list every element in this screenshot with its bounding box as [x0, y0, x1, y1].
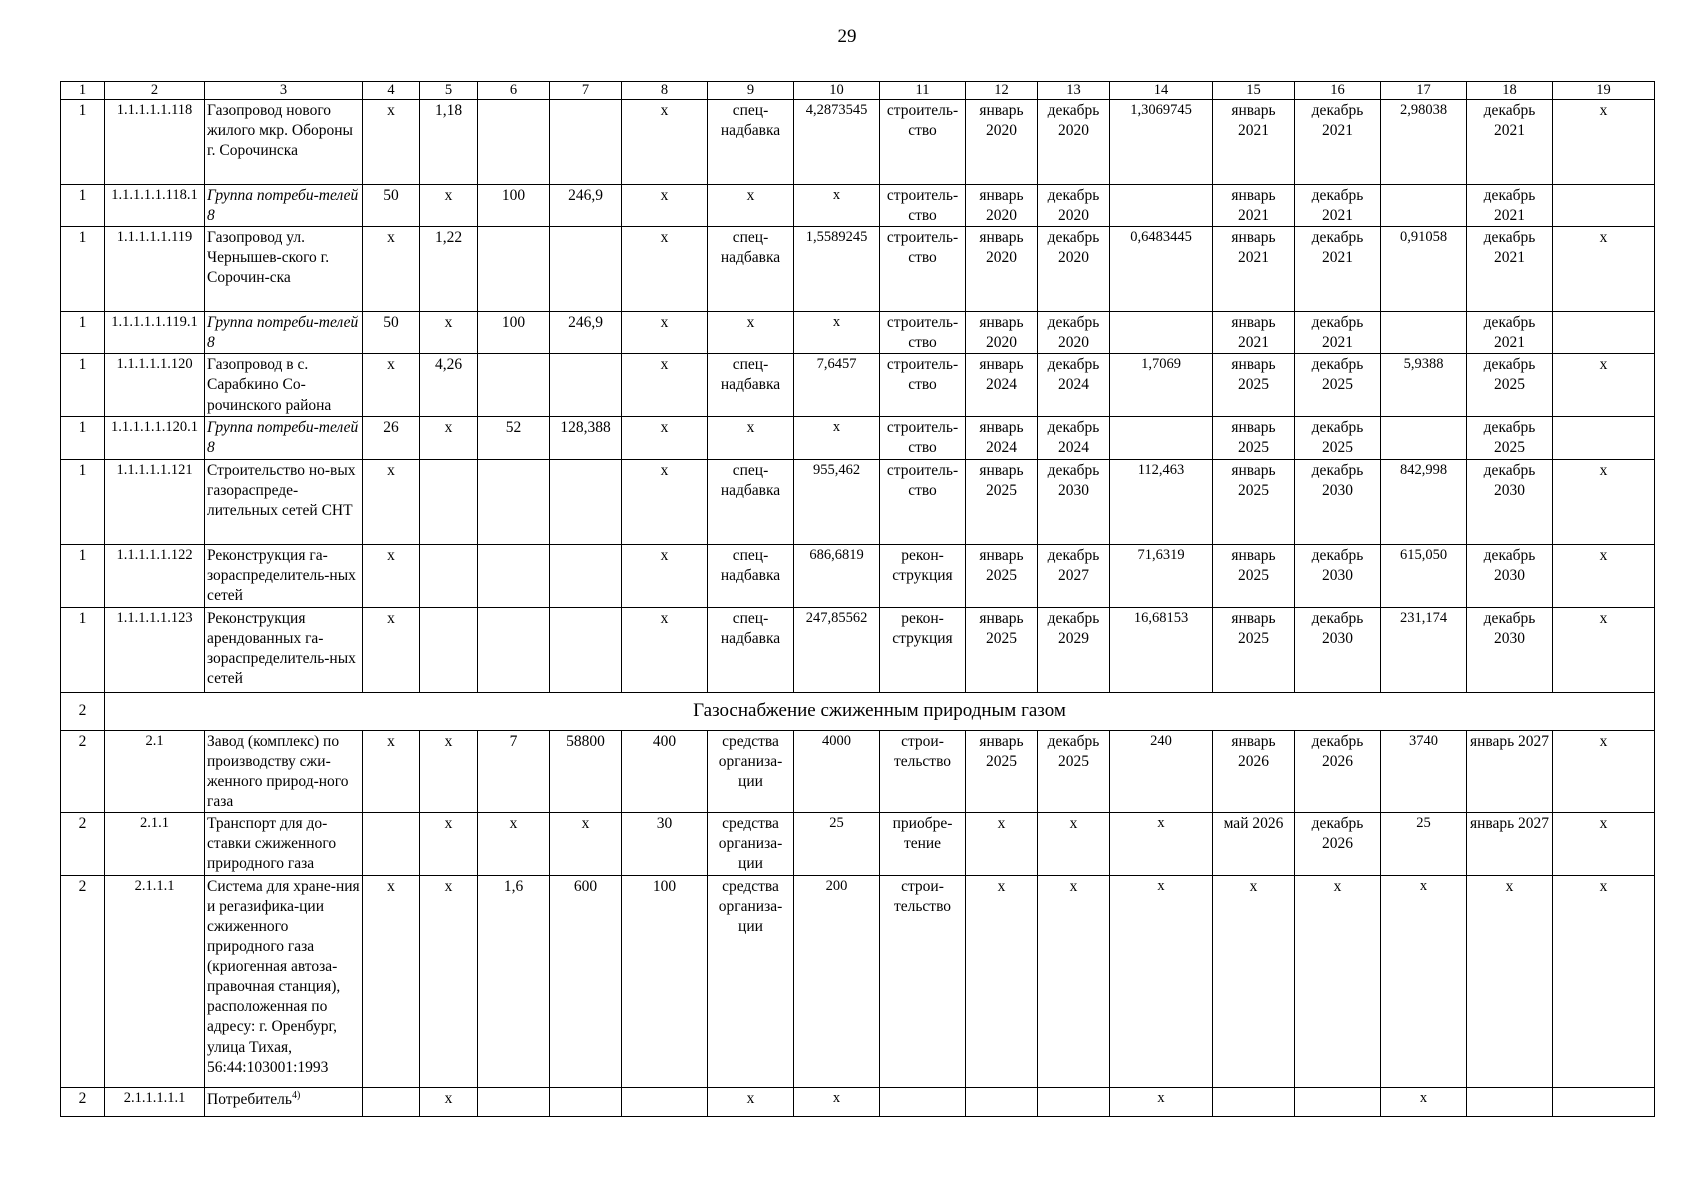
table-cell: 1.1.1.1.1.122 [105, 544, 205, 607]
table-cell [1553, 311, 1655, 353]
table-cell: май 2026 [1213, 813, 1295, 875]
table-cell: 3740 [1381, 730, 1467, 813]
table-cell [420, 607, 478, 692]
header-cell: 14 [1110, 82, 1213, 100]
table-cell: декабрь 2030 [1038, 459, 1110, 544]
table-cell: январь 2020 [966, 311, 1038, 353]
table-cell: строи-тельство [880, 875, 966, 1087]
table-cell: x [1553, 459, 1655, 544]
table-cell [550, 459, 622, 544]
table-cell: 52 [478, 417, 550, 459]
table-cell: 400 [622, 730, 708, 813]
table-cell: январь 2020 [966, 99, 1038, 184]
table-cell: 1,6 [478, 875, 550, 1087]
table-cell: декабрь 2020 [1038, 311, 1110, 353]
page-number: 29 [837, 26, 857, 47]
table-cell: x [622, 607, 708, 692]
table-row [61, 99, 1655, 184]
table-cell: декабрь 2026 [1295, 813, 1381, 875]
table-cell: приобре-тение [880, 813, 966, 875]
header-cell: 3 [205, 82, 363, 100]
table-cell: 2 [61, 730, 105, 813]
table-cell [478, 99, 550, 184]
table-cell: 4,2873545 [794, 99, 880, 184]
table-cell: x [622, 99, 708, 184]
table-cell: январь 2025 [1213, 417, 1295, 459]
table-cell: 1.1.1.1.1.123 [105, 607, 205, 692]
table-cell: 7,6457 [794, 354, 880, 417]
table-row [61, 354, 1655, 417]
table-cell: январь 2025 [1213, 544, 1295, 607]
table-cell: x [1038, 875, 1110, 1087]
table-cell: 2 [61, 1087, 105, 1116]
table-cell [1553, 184, 1655, 226]
table-cell: x [1213, 875, 1295, 1087]
table-cell: строитель-ство [880, 99, 966, 184]
table-cell: январь 2024 [966, 417, 1038, 459]
table-cell: x [708, 184, 794, 226]
table-cell: декабрь 2030 [1467, 544, 1553, 607]
table-cell: x [363, 354, 420, 417]
table-cell [478, 226, 550, 311]
table-cell: 842,998 [1381, 459, 1467, 544]
table-row [61, 730, 1655, 813]
table-cell: спец-надбавка [708, 544, 794, 607]
table-cell: x [1553, 813, 1655, 875]
table-cell: январь 2025 [966, 459, 1038, 544]
table-cell: x [708, 417, 794, 459]
table-cell: x [1553, 354, 1655, 417]
table-cell: x [1381, 1087, 1467, 1116]
table-cell [1295, 1087, 1381, 1116]
table-cell [205, 184, 363, 226]
item-name: Реконструкция арендованных га-зораспределитель-ных сетей [207, 609, 356, 687]
table-cell: январь 2021 [1213, 226, 1295, 311]
table-cell: x [966, 813, 1038, 875]
table-cell [420, 459, 478, 544]
table-cell: 2,98038 [1381, 99, 1467, 184]
table-cell: 1 [61, 417, 105, 459]
table-cell [1110, 311, 1213, 353]
header-cell: 7 [550, 82, 622, 100]
table-cell: x [622, 459, 708, 544]
table-cell: 1.1.1.1.1.118.1 [105, 184, 205, 226]
table-cell: рекон-струкция [880, 607, 966, 692]
table-cell [1553, 1087, 1655, 1116]
table-cell: 50 [363, 311, 420, 353]
header-cell: 6 [478, 82, 550, 100]
table-cell: x [420, 730, 478, 813]
item-name: Группа потреби-телей 8 [207, 419, 359, 457]
item-name: Строительство но-вых газораспреде-лительных сетей СНТ [207, 461, 356, 519]
table-cell: 2.1.1.1 [105, 875, 205, 1087]
table-cell: 2.1 [105, 730, 205, 813]
header-cell: 8 [622, 82, 708, 100]
table-cell: 1 [61, 226, 105, 311]
table-cell: январь 2025 [966, 544, 1038, 607]
table-cell: 112,463 [1110, 459, 1213, 544]
table-cell: 1.1.1.1.1.120.1 [105, 417, 205, 459]
header-cell: 16 [1295, 82, 1381, 100]
table-cell [205, 730, 363, 813]
table-cell: x [1110, 875, 1213, 1087]
table-cell [363, 1087, 420, 1116]
table-cell: 1,7069 [1110, 354, 1213, 417]
table-cell: 2 [61, 813, 105, 875]
table-cell: 71,6319 [1110, 544, 1213, 607]
table-cell: x [794, 417, 880, 459]
table-cell [478, 354, 550, 417]
table-cell: 1.1.1.1.1.121 [105, 459, 205, 544]
table-cell: декабрь 2030 [1467, 607, 1553, 692]
table-cell [966, 1087, 1038, 1116]
table-cell [478, 607, 550, 692]
table-cell: x [1295, 875, 1381, 1087]
table-cell: январь 2025 [966, 730, 1038, 813]
table-cell: x [1038, 813, 1110, 875]
table-cell: 100 [478, 184, 550, 226]
table-cell: декабрь 2025 [1038, 730, 1110, 813]
table-cell [205, 1087, 363, 1116]
table-cell: x [1110, 1087, 1213, 1116]
table-cell: x [478, 813, 550, 875]
table-cell: x [1381, 875, 1467, 1087]
table-row [61, 1087, 1655, 1116]
table-cell: январь 2020 [966, 184, 1038, 226]
table-row [61, 417, 1655, 459]
table-cell [550, 226, 622, 311]
table-row [61, 311, 1655, 353]
table-cell: декабрь 2030 [1295, 459, 1381, 544]
table-cell: 600 [550, 875, 622, 1087]
table-cell [1381, 417, 1467, 459]
table-cell: спец-надбавка [708, 607, 794, 692]
table-cell [880, 1087, 966, 1116]
table-cell: декабрь 2025 [1295, 417, 1381, 459]
table-cell: январь 2027 [1467, 730, 1553, 813]
table-cell: x [622, 544, 708, 607]
table-cell [205, 607, 363, 692]
table-cell: x [363, 544, 420, 607]
table-cell: декабрь 2020 [1038, 226, 1110, 311]
table-cell: 1 [61, 354, 105, 417]
table-cell: 4000 [794, 730, 880, 813]
table-cell: x [622, 354, 708, 417]
table-cell [478, 544, 550, 607]
table-cell [205, 544, 363, 607]
table-cell: 1,22 [420, 226, 478, 311]
table-cell: 246,9 [550, 184, 622, 226]
table-cell: декабрь 2024 [1038, 417, 1110, 459]
table-cell: 1.1.1.1.1.120 [105, 354, 205, 417]
table-cell: x [363, 459, 420, 544]
header-cell: 17 [1381, 82, 1467, 100]
table-cell: декабрь 2021 [1295, 184, 1381, 226]
table-cell [1381, 311, 1467, 353]
table-cell: декабрь 2021 [1467, 311, 1553, 353]
table-cell: спец-надбавка [708, 99, 794, 184]
table-cell: декабрь 2030 [1295, 607, 1381, 692]
table-cell: 2 [61, 875, 105, 1087]
table-cell: x [794, 184, 880, 226]
table-cell: декабрь 2021 [1467, 99, 1553, 184]
table-row [61, 226, 1655, 311]
header-cell: 10 [794, 82, 880, 100]
table-cell: 246,9 [550, 311, 622, 353]
data-table [60, 81, 1655, 1117]
table-cell: январь 2021 [1213, 311, 1295, 353]
table-cell: 1.1.1.1.1.119.1 [105, 311, 205, 353]
table-cell: 0,6483445 [1110, 226, 1213, 311]
header-cell: 4 [363, 82, 420, 100]
table-cell: 30 [622, 813, 708, 875]
table-cell: x [708, 311, 794, 353]
table-cell: 955,462 [794, 459, 880, 544]
item-name: Газопровод в с. Сарабкино Со-рочинского района [207, 356, 332, 414]
table-cell [205, 459, 363, 544]
table-cell: x [420, 417, 478, 459]
table-cell: x [794, 1087, 880, 1116]
table-cell [1038, 1087, 1110, 1116]
table-cell: декабрь 2030 [1295, 544, 1381, 607]
table-cell: средства организа-ции [708, 813, 794, 875]
table-cell: 25 [1381, 813, 1467, 875]
table-cell: строитель-ство [880, 311, 966, 353]
table-row [61, 184, 1655, 226]
item-name: Группа потреби-телей 8 [207, 313, 359, 352]
table-cell: декабрь 2020 [1038, 184, 1110, 226]
table-cell: x [1553, 226, 1655, 311]
table-cell: x [420, 813, 478, 875]
table-cell: x [966, 875, 1038, 1087]
table-cell: январь 2020 [966, 226, 1038, 311]
table-cell: 1,5589245 [794, 226, 880, 311]
table-cell: 2.1.1.1.1.1 [105, 1087, 205, 1116]
table-cell: x [363, 730, 420, 813]
table-cell: x [363, 99, 420, 184]
table-cell: 7 [478, 730, 550, 813]
table-cell: x [363, 875, 420, 1087]
table-cell [205, 99, 363, 184]
table-cell: январь 2021 [1213, 99, 1295, 184]
table-cell [1553, 417, 1655, 459]
table-cell: x [420, 875, 478, 1087]
item-name: Потребитель [207, 1090, 292, 1108]
table-cell: 1,18 [420, 99, 478, 184]
table-cell: x [363, 607, 420, 692]
table-cell: x [1553, 730, 1655, 813]
header-cell: 11 [880, 82, 966, 100]
table-cell: 1 [61, 99, 105, 184]
item-name: Транспорт для до-ставки сжиженного природного газа [207, 815, 337, 873]
table-row [61, 459, 1655, 544]
table-cell [205, 417, 363, 459]
table-cell: 58800 [550, 730, 622, 813]
table-cell [550, 1087, 622, 1116]
table-cell: 1 [61, 607, 105, 692]
footnote-mark: 4) [291, 1089, 301, 1101]
table-cell [205, 875, 363, 1087]
table-cell: 5,9388 [1381, 354, 1467, 417]
table-cell: декабрь 2021 [1467, 226, 1553, 311]
table-cell: x [1467, 875, 1553, 1087]
table-cell: x [1553, 544, 1655, 607]
table-cell: строи-тельство [880, 730, 966, 813]
table-cell: 50 [363, 184, 420, 226]
table-cell [1110, 184, 1213, 226]
table-cell: декабрь 2021 [1295, 99, 1381, 184]
table-cell: средства организа-ции [708, 730, 794, 813]
table-cell: январь 2025 [1213, 459, 1295, 544]
table-cell [622, 1087, 708, 1116]
item-name: Завод (комплекс) по производству сжи-женного природ-ного газа [207, 732, 349, 810]
table-cell: спец-надбавка [708, 459, 794, 544]
table-cell [1213, 1087, 1295, 1116]
header-cell: 2 [105, 82, 205, 100]
table-cell: x [550, 813, 622, 875]
header-row [61, 82, 1655, 100]
header-cell: 5 [420, 82, 478, 100]
table-cell: средства организа-ции [708, 875, 794, 1087]
table-cell: x [1553, 875, 1655, 1087]
table-cell: строитель-ство [880, 417, 966, 459]
table-cell: январь 2025 [966, 607, 1038, 692]
table-cell: x [622, 417, 708, 459]
section-title: Газоснабжение сжиженным природным газом [105, 692, 1655, 730]
table-cell: x [622, 184, 708, 226]
table-cell: январь 2025 [1213, 354, 1295, 417]
table-cell: x [420, 1087, 478, 1116]
table-cell: 686,6819 [794, 544, 880, 607]
header-cell: 19 [1553, 82, 1655, 100]
header-cell: 18 [1467, 82, 1553, 100]
table-cell: x [363, 226, 420, 311]
table-cell: 240 [1110, 730, 1213, 813]
table-cell: x [622, 226, 708, 311]
header-cell: 12 [966, 82, 1038, 100]
header-cell: 1 [61, 82, 105, 100]
table-cell: декабрь 2030 [1467, 459, 1553, 544]
table-cell: рекон-струкция [880, 544, 966, 607]
table-cell: 1 [61, 459, 105, 544]
table-cell: 25 [794, 813, 880, 875]
table-cell: декабрь 2021 [1295, 226, 1381, 311]
table-cell [420, 544, 478, 607]
table-cell: 1,3069745 [1110, 99, 1213, 184]
table-cell: 1 [61, 184, 105, 226]
table-cell [1381, 184, 1467, 226]
item-name: Группа потреби-телей 8 [207, 186, 359, 224]
table-cell: январь 2021 [1213, 184, 1295, 226]
table-cell: 615,050 [1381, 544, 1467, 607]
table-cell [1110, 417, 1213, 459]
table-cell: спец-надбавка [708, 354, 794, 417]
table-cell: x [1553, 99, 1655, 184]
table-cell: 4,26 [420, 354, 478, 417]
table-cell: 2.1.1 [105, 813, 205, 875]
header-cell: 9 [708, 82, 794, 100]
table-cell: декабрь 2025 [1295, 354, 1381, 417]
item-name: Газопровод ул. Чернышев-ского г. Сорочин-ска [207, 228, 330, 287]
header-cell: 15 [1213, 82, 1295, 100]
table-row [61, 875, 1655, 1087]
table-cell [550, 607, 622, 692]
section-row [61, 692, 1655, 730]
table-cell: декабрь 2021 [1295, 311, 1381, 353]
table-cell: x [420, 184, 478, 226]
item-name: Газопровод нового жилого мкр. Обороны г. Сорочинска [207, 101, 353, 159]
table-cell: строитель-ство [880, 354, 966, 417]
table-cell: декабрь 2024 [1038, 354, 1110, 417]
table-cell: строитель-ство [880, 459, 966, 544]
table-cell: 1.1.1.1.1.119 [105, 226, 205, 311]
table-cell: декабрь 2020 [1038, 99, 1110, 184]
table-cell: январь 2027 [1467, 813, 1553, 875]
table-cell [550, 544, 622, 607]
table-cell: 128,388 [550, 417, 622, 459]
section-number: 2 [61, 692, 105, 730]
table-cell [550, 354, 622, 417]
item-name: Реконструкция га-зораспределитель-ных сетей [207, 546, 356, 604]
table-cell: строитель-ство [880, 226, 966, 311]
table-cell: x [708, 1087, 794, 1116]
table-cell: январь 2025 [1213, 607, 1295, 692]
table-cell: x [794, 311, 880, 353]
table-cell: 1 [61, 311, 105, 353]
table-cell [478, 459, 550, 544]
table-cell: x [622, 311, 708, 353]
table-row [61, 544, 1655, 607]
table-cell: x [1553, 607, 1655, 692]
table-cell: декабрь 2025 [1467, 354, 1553, 417]
item-name: Система для хране-ния и регазифика-ции сжиженного природного газа (криогенная автоза-правочная станция), расположенная по адресу: г. Оренбург, улица Тихая, 56:44:103001:1993 [207, 877, 360, 1076]
table-row [61, 813, 1655, 875]
table-cell [478, 1087, 550, 1116]
table-cell: строитель-ство [880, 184, 966, 226]
table-cell: 247,85562 [794, 607, 880, 692]
table-row [61, 607, 1655, 692]
table-cell [205, 354, 363, 417]
table-cell: декабрь 2026 [1295, 730, 1381, 813]
table-cell: 100 [622, 875, 708, 1087]
table-cell: 1.1.1.1.1.118 [105, 99, 205, 184]
table-cell [205, 226, 363, 311]
table-cell [1467, 1087, 1553, 1116]
table-cell [205, 311, 363, 353]
table-cell: 26 [363, 417, 420, 459]
table-cell: 200 [794, 875, 880, 1087]
table-cell: 100 [478, 311, 550, 353]
table-cell: декабрь 2027 [1038, 544, 1110, 607]
table-cell: январь 2024 [966, 354, 1038, 417]
table-cell: 0,91058 [1381, 226, 1467, 311]
table-cell: декабрь 2021 [1467, 184, 1553, 226]
table-cell: декабрь 2029 [1038, 607, 1110, 692]
table-cell [550, 99, 622, 184]
table-cell: 231,174 [1381, 607, 1467, 692]
table-cell [363, 813, 420, 875]
table-cell: спец-надбавка [708, 226, 794, 311]
header-cell: 13 [1038, 82, 1110, 100]
table-cell: декабрь 2025 [1467, 417, 1553, 459]
table-cell: x [1110, 813, 1213, 875]
table-cell [205, 813, 363, 875]
table-cell: x [420, 311, 478, 353]
table-cell: 1 [61, 544, 105, 607]
table-cell: 16,68153 [1110, 607, 1213, 692]
table-cell: январь 2026 [1213, 730, 1295, 813]
